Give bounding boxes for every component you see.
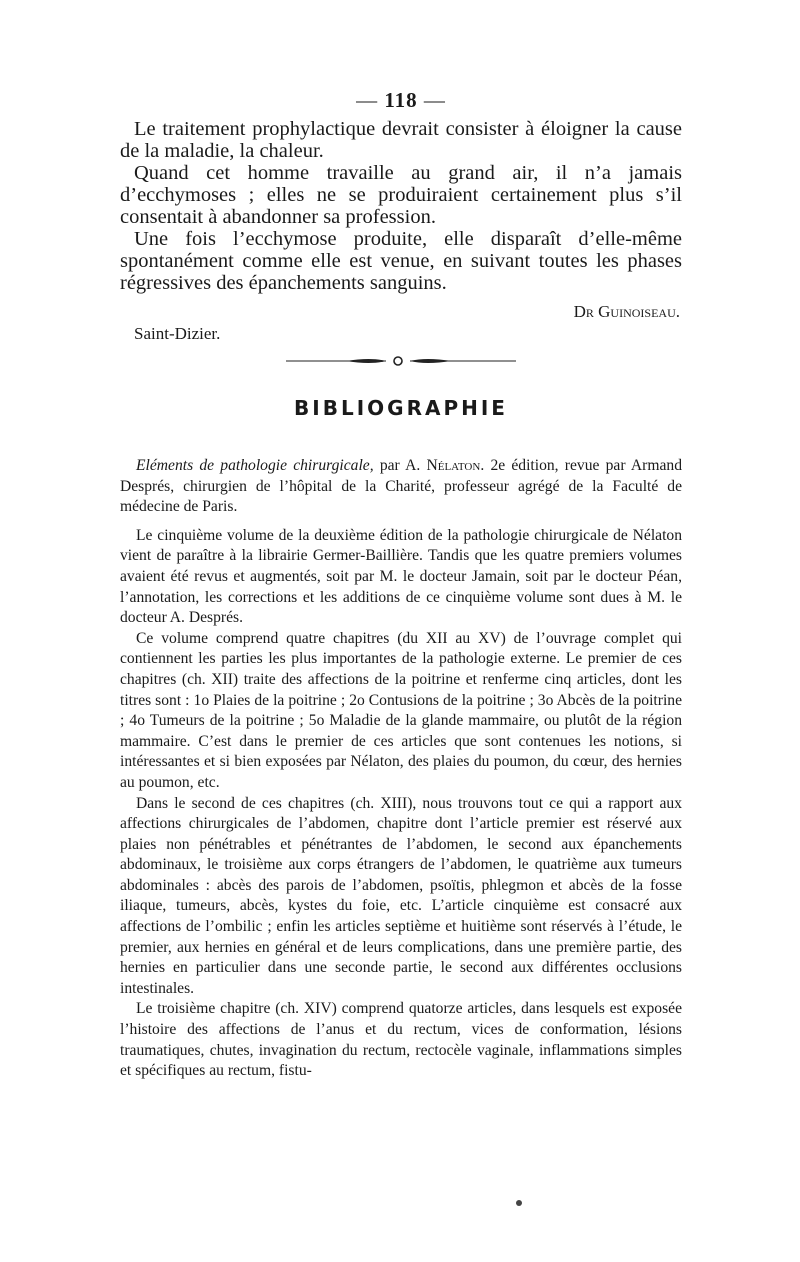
- page: [120, 88, 682, 1082]
- bibliography-entry: [120, 456, 682, 518]
- ornament-divider: [120, 354, 682, 374]
- paragraph: Une fois l’ecchymose produite, elle disparaît d’elle-même spontanément comme elle est venue, en suivant toutes les phases régressives des épanchements sanguins.: [120, 228, 682, 294]
- paragraph: Quand cet homme travaille au grand air, il n’a jamais d’ecchymoses ; elles ne se produiraient certainement plus s’il consentait à abandonner sa profession.: [120, 162, 682, 228]
- place-name: Saint-Dizier.: [134, 324, 221, 343]
- author-name: Nélaton: [426, 457, 481, 474]
- bibliography-details: . 2e édition, revue par Armand Després, chirurgien de l’hôpital de la Charité, professeur agrégé de la Faculté de médecine de Paris.: [120, 457, 682, 516]
- letter-ending: [120, 118, 682, 294]
- author-prefix: par A.: [373, 457, 427, 474]
- paragraph: Dans le second de ces chapitres (ch. XIII), nous trouvons tout ce qui a rapport aux affections chirurgicales de l’abdomen, chapitre dont l’article premier est réservé aux plaies non pénétrables et pénétrantes de l’abdomen, le second aux épanchements abdominaux, le troisième aux corps étrangers de l’abdomen, le quatrième aux tumeurs abdominales : abcès des parois de l’abdomen, psoïtis, phlegmon et abcès de la fosse iliaque, tumeurs, abcès, kystes du foie, etc. L’article cinquième est consacré aux affections de l’ombilic ; enfin les articles septième et huitième sont réservés à l’étude, le premier, aux hernies en général et de leurs complications, dans une première partie, des hernies en particulier dans une seconde partie, le second aux différentes occlusions intestinales.: [120, 794, 682, 997]
- section-title: BIBLIOGRAPHIE: [294, 396, 508, 420]
- book-title: Eléments de pathologie chirurgicale,: [136, 457, 374, 474]
- paragraph: Le troisième chapitre (ch. XIV) comprend quatorze articles, dans lesquels est exposée l’histoire des affections de l’anus et du rectum, vices de conformation, lésions traumatiques, chutes, invagination du rectum, rectocèle vaginale, inflammations simples et spécifiques au rectum, fistu-: [120, 1000, 682, 1080]
- print-speck: [516, 1200, 522, 1206]
- paragraph: Le traitement prophylactique devrait consister à éloigner la cause de la maladie, la chaleur.: [120, 118, 682, 162]
- paragraph: Le cinquième volume de la deuxième édition de la pathologie chirurgicale de Nélaton vient de paraître à la librairie Germer-Baillière. Tandis que les quatre premiers volumes avaient été revus et augmentés, soit par M. le docteur Jamain, soit par le docteur Péan, l’annotation, les corrections et les additions de ce cinquième volume sont dues à M. le docteur A. Després.: [120, 526, 682, 627]
- signature-block: [120, 296, 682, 343]
- bibliography-text: [120, 456, 682, 1082]
- page-number-value: 118: [384, 88, 418, 112]
- signature: Dr Guinoiseau.: [573, 302, 680, 321]
- page-number: — 118 —: [356, 88, 446, 112]
- paragraph: Ce volume comprend quatre chapitres (du XII au XV) de l’ouvrage complet qui contiennent les parties les plus importantes de la pathologie externe. Le premier de ces chapitres (ch. XII) traite des affections de la poitrine et renferme cinq articles, dont les titres sont : 1o Plaies de la poitrine ; 2o Contusions de la poitrine ; 3o Abcès de la poitrine ; 4o Tumeurs de la poitrine ; 5o Maladie de la glande mammaire, ou plutôt de la région mammaire. C’est dans le premier de ces articles que sont contenues les notions, si intéressantes et si bien exposées par Nélaton, des plaies du poumon, du cœur, des hernies au poumon, etc.: [120, 629, 682, 791]
